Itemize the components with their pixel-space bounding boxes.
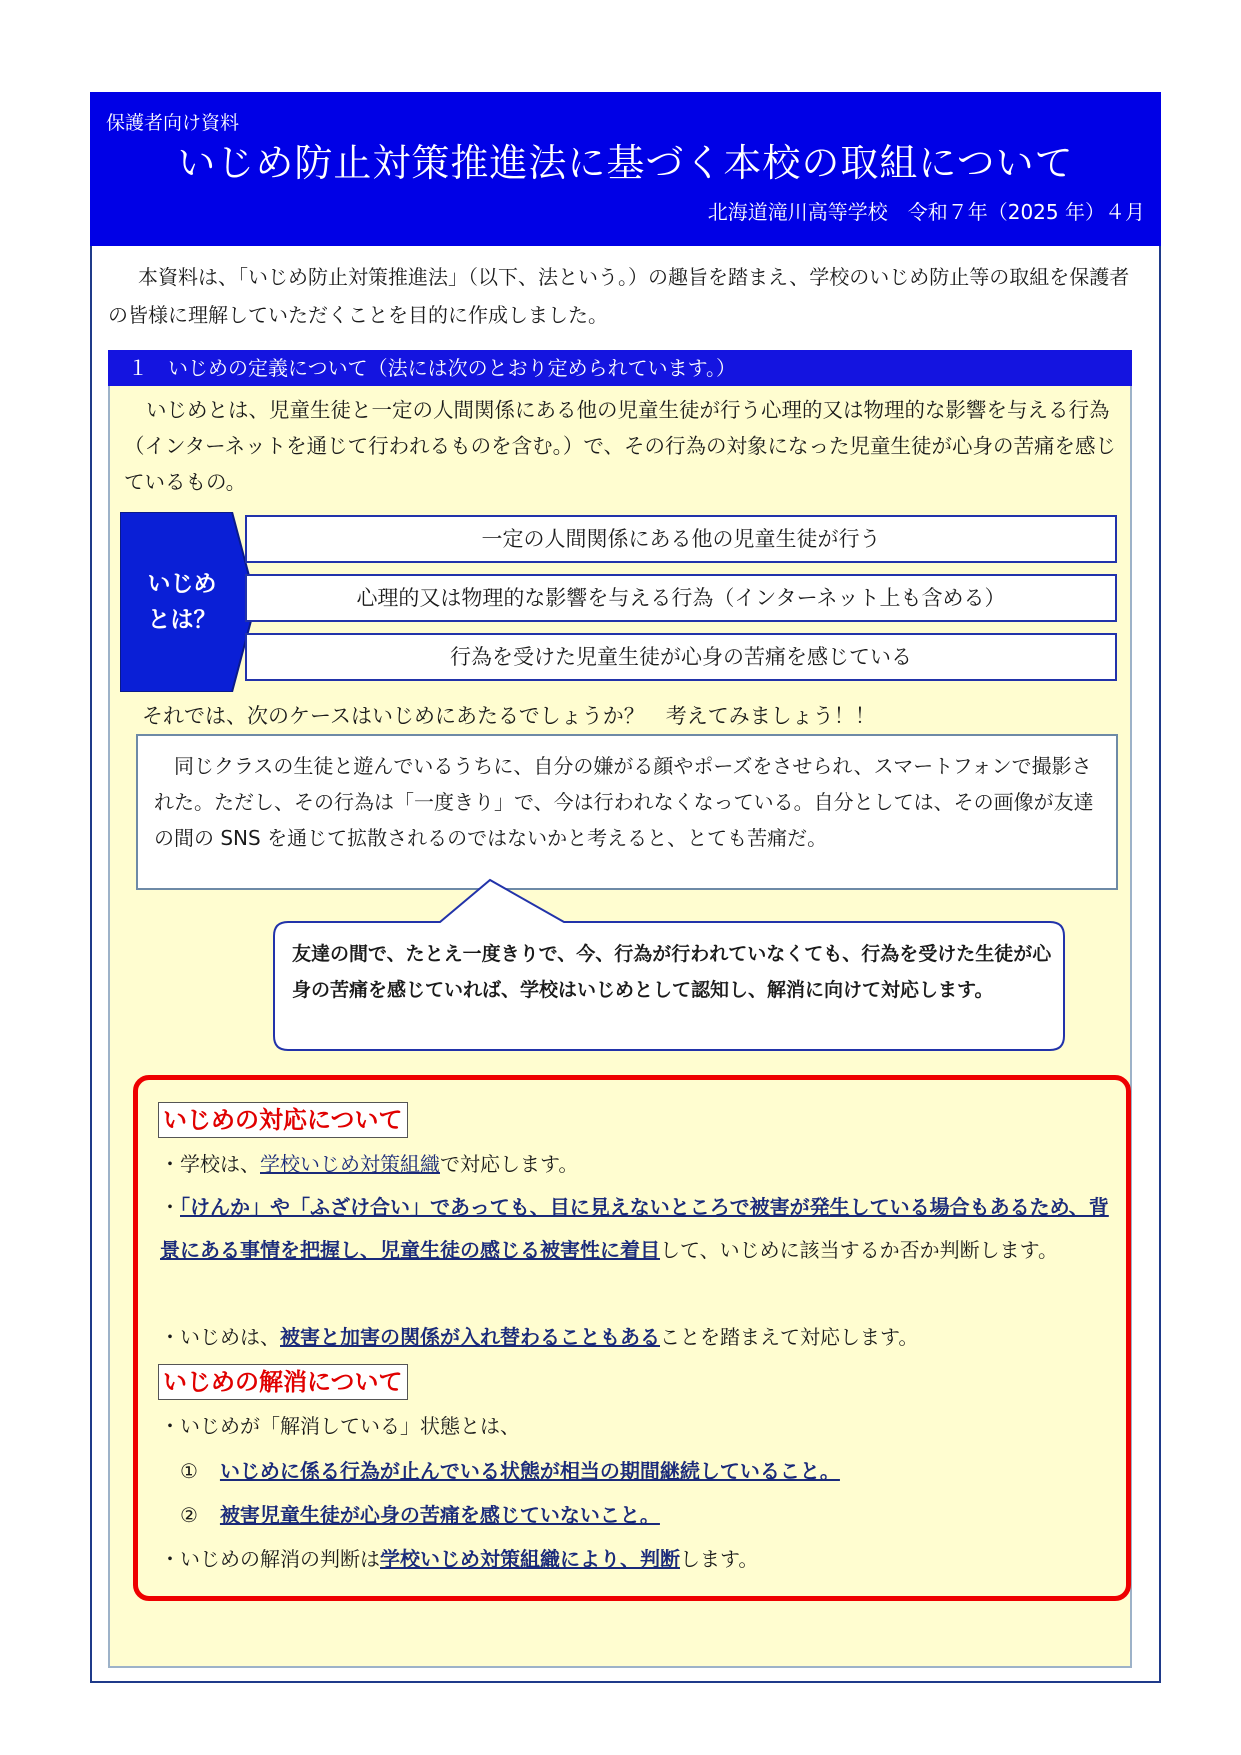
definition-text: いじめとは、児童生徒と一定の人間関係にある他の児童生徒が行う心理的又は物理的な影響を与える行為（インターネットを通じて行われるものを含む。）で、その行為の対象になった児童生徒が心身の苦痛を感じているもの。 [124, 398, 1116, 494]
response-heading: いじめの対応について [158, 1102, 408, 1138]
case-description [154, 748, 1104, 856]
case-text: 同じクラスの生徒と遊んでいるうちに、自分の嫌がる顔やポーズをさせられ、スマートフォンで撮影された。ただし、その行為は「一度きり」で、今は行われなくなっている。自分としては、その画像が友達の間の SNS を通じて拡散されるのではないかと考えると、とても苦痛だ。 [154, 754, 1094, 850]
response-item-1 [160, 1143, 1120, 1185]
answer-text: 友達の間で、たとえ一度きりで、今、行為が行われていなくても、行為を受けた生徒が心身の苦痛を感じていれば、学校はいじめとして認知し、解消に向けて対応します。 [292, 943, 1052, 1001]
header-subtitle: 保護者向け資料 [106, 112, 240, 134]
definition-box-1: 一定の人間関係にある他の児童生徒が行う [245, 515, 1117, 563]
definition-box-2: 心理的又は物理的な影響を与える行為（インターネット上も含める） [245, 574, 1117, 622]
condition-1-text: いじめに係る行為が止んでいる状態が相当の期間継続していること。 [219, 1459, 840, 1483]
resolution-condition-1 [180, 1450, 1140, 1492]
case-box [136, 734, 1118, 890]
resolution-intro: ・いじめが「解消している」状態とは、 [160, 1414, 520, 1438]
document-title: いじめ防止対策推進法に基づく本校の取組について [177, 141, 1074, 185]
document-header [90, 92, 1161, 246]
arrow-label-text [132, 566, 232, 638]
intro-text: 本資料は、「いじめ防止対策推進法」（以下、法という。）の趣旨を踏まえ、学校のいじめ防止等の取組を保護者の皆様に理解していただくことを目的に作成しました。 [108, 265, 1130, 327]
response-item-3 [160, 1316, 1120, 1358]
arrow-label-line-2: とは？ [147, 607, 217, 633]
response-item-2-post: して、いじめに該当するか否か判断します。 [660, 1238, 1058, 1262]
response-item-2-pre: ・ [160, 1195, 180, 1219]
bullying-definition [124, 392, 1124, 500]
response-item-2 [160, 1186, 1120, 1272]
intro-paragraph [108, 258, 1148, 334]
judgement-emphasis: 学校いじめ対策組織により、判断 [380, 1547, 680, 1571]
response-item-3-emphasis: 被害と加害の関係が入れ替わることもある [280, 1325, 660, 1349]
response-item-3-post: ことを踏まえて対応します。 [660, 1325, 919, 1349]
condition-2-text: 被害児童生徒が心身の苦痛を感じていないこと。 [219, 1503, 660, 1527]
response-item-2-emphasis: 「けんか」や「ふざけ合い」であっても、目に見えないところで被害が発生している場合もあるため、背景にある事情を把握し、児童生徒の感じる被害性に着目 [160, 1195, 1109, 1262]
judgement-post: します。 [680, 1547, 759, 1571]
judgement-pre: ・いじめの解消の判断は [160, 1547, 380, 1571]
condition-2-number: ② [180, 1503, 198, 1527]
section-1-heading: １ いじめの定義について（法には次のとおり定められています。） [108, 350, 1132, 386]
resolution-condition-2 [180, 1494, 1140, 1536]
response-item-1-emphasis: 学校いじめ対策組織 [260, 1152, 440, 1176]
resolution-judgement [160, 1538, 1120, 1580]
response-item-3-pre: ・いじめは、 [160, 1325, 280, 1349]
condition-1-number: ① [180, 1459, 198, 1483]
definition-box-3: 行為を受けた児童生徒が心身の苦痛を感じている [245, 633, 1117, 681]
resolution-heading: いじめの解消について [158, 1364, 408, 1400]
school-and-date: 北海道滝川高等学校 令和７年（2025 年）４月 [707, 200, 1145, 224]
response-item-1-post: で対応します。 [440, 1152, 579, 1176]
response-item-1-pre: ・学校は、 [160, 1152, 260, 1176]
case-question: それでは、次のケースはいじめにあたるでしょうか？ 考えてみましょう！！ [142, 704, 876, 728]
arrow-label-line-1: いじめ [147, 571, 217, 597]
